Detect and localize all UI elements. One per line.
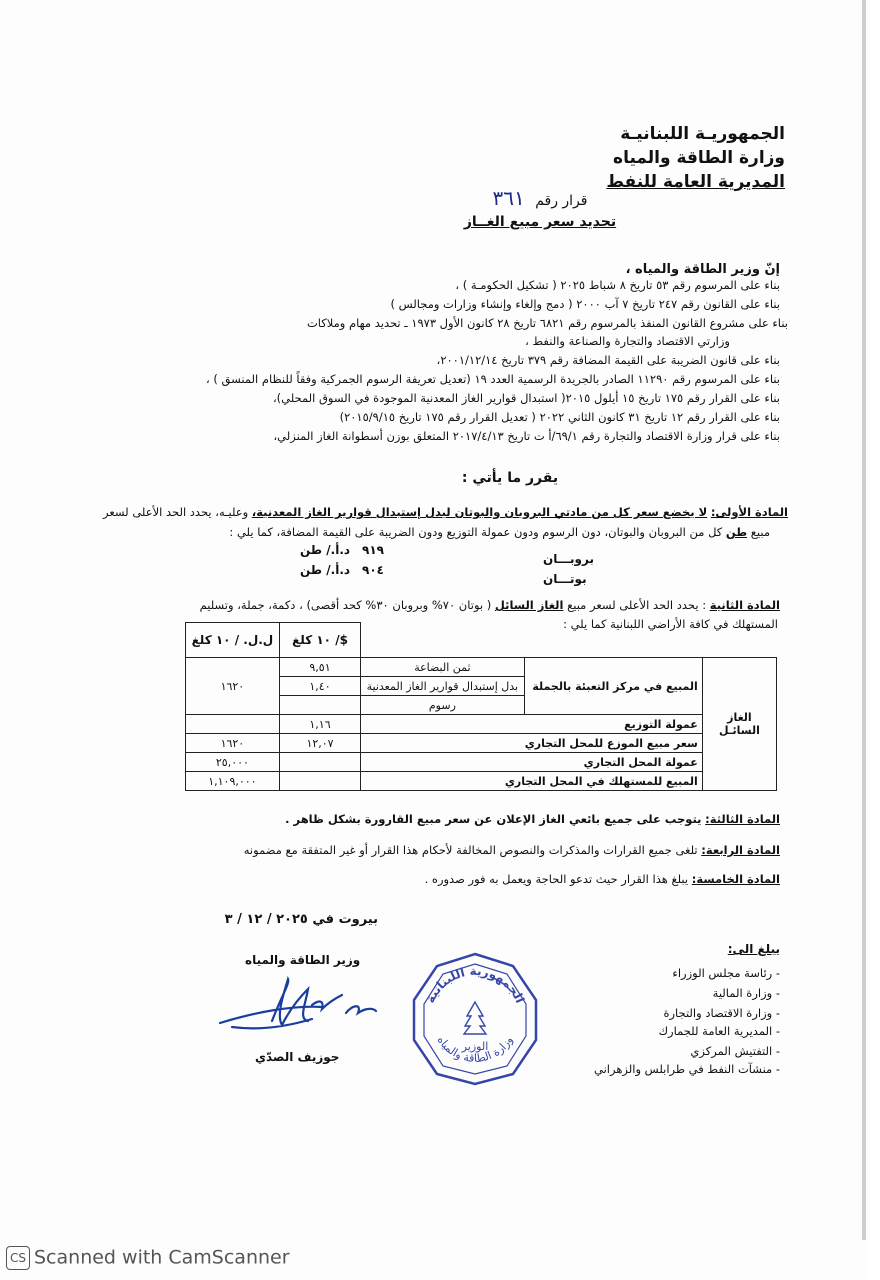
- table-row: [186, 753, 777, 772]
- table-corner: [702, 623, 776, 658]
- group-label: الغاز السائـل: [702, 658, 776, 791]
- article-1-line2: [229, 525, 770, 539]
- table-corner: [361, 623, 524, 658]
- article-2: [200, 598, 780, 612]
- article-4-text: تلغى جميع القرارات والمذكرات والنصوص المخالفة لأحكام هذا القرار أو غير المتفقة مع مضمونه: [243, 843, 698, 857]
- ministry-seal: [408, 950, 542, 1088]
- article-2-text-b: الغاز السائل: [494, 598, 564, 612]
- article-2-line2: المستهلك في كافة الأراضي اللبنانية كما يلي :: [563, 617, 778, 631]
- row-label: بدل إستبدال قوارير الغاز المعدنية: [361, 677, 524, 696]
- article-1-line2-b: طن: [725, 525, 748, 539]
- seal-center-text: الوزير: [461, 1040, 489, 1053]
- article-1-text2: وعليـه، يحدد الحد الأعلى لسعر: [103, 505, 249, 519]
- table-header-lbp: ل.ل. / ١٠ كلغ: [186, 623, 280, 658]
- product-unit: د.أ./ طن: [300, 543, 351, 557]
- seal-top-text: الجمهورية اللبنانية: [422, 963, 528, 1006]
- preamble-item: بناء على قرار وزارة الاقتصاد والتجارة رقم ٦٩/١/أ ت تاريخ ٢٠١٧/٤/١٣ المتعلق بوزن أسطوانة الغاز المنزلي،: [273, 429, 780, 443]
- recipient-item: - رئاسة مجلس الوزراء: [672, 966, 780, 980]
- row-usd: [279, 772, 360, 791]
- article-3-text: يتوجب على جميع بائعي الغاز الإعلان عن سعر مبيع القارورة بشكل ظاهر .: [285, 812, 702, 826]
- recipients-heading-text: يبلغ الى:: [727, 942, 780, 956]
- row-usd: ١٢,٠٧: [279, 734, 360, 753]
- price-table: [185, 622, 777, 791]
- decides-heading: يقرر ما يأتي :: [461, 470, 559, 486]
- article-5-heading: المادة الخامسة:: [691, 872, 780, 886]
- recipient-item: - المديرية العامة للجمارك: [658, 1024, 780, 1038]
- article-2-text-c: ( بوتان ٧٠% وبروبان ٣٠% كحد أقصى) ، دكمة، جملة، وتسليم: [199, 598, 492, 612]
- camscanner-icon: CS: [6, 1246, 30, 1270]
- article-1-line2-c: كل من البروبان والبوتان، دون الرسوم ودون عمولة التوزيع ودون الضريبة على القيمة المضافة، كما يلي :: [229, 525, 723, 539]
- preamble-item: بناء على القرار رقم ١٢ تاريخ ٣١ كانون الثاني ٢٠٢٢ ( تعديل القرار رقم ١٧٥ تاريخ ٢٠١٥/٩/١٥): [339, 410, 780, 424]
- product-name: بوتـــان: [543, 572, 587, 586]
- preamble-item: بناء على قانون الضريبة على القيمة المضافة رقم ٣٧٩ تاريخ ٢٠٠١/١٢/١٤،: [436, 353, 780, 367]
- recipients-heading: [728, 942, 780, 956]
- minister-title: وزير الطاقة والمياه: [245, 953, 361, 967]
- product-value: ٩٠٤: [362, 563, 384, 577]
- article-1: [103, 505, 788, 519]
- table-row: [186, 734, 777, 753]
- row-lbp: [186, 715, 280, 734]
- article-5: [425, 872, 780, 886]
- recipient-item: - وزارة المالية: [712, 986, 780, 1000]
- recipient-item: - منشآت النفط في طرابلس والزهراني: [594, 1062, 780, 1076]
- article-2-text-a: : يحدد الحد الأعلى لسعر مبيع: [567, 598, 707, 612]
- table-row: [186, 715, 777, 734]
- table-row: [186, 658, 777, 677]
- preamble-item: بناء على القرار رقم ١٧٥ تاريخ ١٥ أيلول ٢٠١٥( استبدال قوارير الغاز المعدنية الموجودة في السوق المحلي)،: [272, 391, 780, 405]
- recipient-item: - وزارة الاقتصاد والتجارة: [663, 1006, 780, 1020]
- table-header-usd: $/ ١٠ كلغ: [279, 623, 360, 658]
- row-label: سعر مبيع الموزع للمحل التجاري: [361, 734, 703, 753]
- article-1-line2-a: مبيع: [750, 525, 770, 539]
- preamble-item: بناء على المرسوم رقم ١١٢٩٠ الصادر بالجريدة الرسمية العدد ١٩ (تعديل تعريفة الرسوم الجمركية وفقاً للنظام المنسق ) ،: [206, 372, 780, 386]
- row-usd: [279, 753, 360, 772]
- row-usd: ١,١٦: [279, 715, 360, 734]
- preamble-item: بناء على مشروع القانون المنفذ بالمرسوم رقم ٦٨٢١ تاريخ ٢٨ كانون الأول ١٩٧٣ ـ تحديد مهام وملاكات: [306, 316, 788, 330]
- wholesale-lbp: ١٦٢٠: [186, 658, 280, 715]
- wholesale-label: المبيع في مركز التعبئة بالجملة: [524, 658, 702, 715]
- scanner-watermark: [6, 1246, 290, 1270]
- decision-label: قرار رقم: [535, 193, 588, 209]
- row-label: ثمن البضاعة: [361, 658, 524, 677]
- cedar-icon: [464, 1002, 486, 1034]
- row-lbp: ١٦٢٠: [186, 734, 280, 753]
- row-label: المبيع للمستهلك في المحل التجاري: [361, 772, 703, 791]
- product-unit: د.أ./ طن: [300, 563, 351, 577]
- letterhead-republic: الجمهوريـة اللبنانيـة: [620, 124, 785, 144]
- row-usd: ٩,٥١: [279, 658, 360, 677]
- scanner-watermark-text: Scanned with CamScanner: [34, 1246, 290, 1269]
- article-2-heading: المادة الثانية: [709, 598, 780, 612]
- row-usd: ١,٤٠: [279, 677, 360, 696]
- signing-date: ٢٠٢٥ / ١٢ / ٣: [224, 912, 308, 927]
- article-5-text: يبلغ هذا القرار حيث تدعو الحاجة ويعمل به فور صدوره .: [424, 872, 689, 886]
- product-name: بروبـــان: [543, 552, 594, 566]
- decision-subject: تحديد سعر مبيع الغــاز: [463, 214, 617, 230]
- page-edge-shadow: [862, 0, 866, 1240]
- table-corner: [524, 623, 702, 658]
- table-row: [186, 772, 777, 791]
- signing-city: بيروت في: [312, 912, 378, 927]
- row-lbp: ١,١٠٩,٠٠٠: [186, 772, 280, 791]
- signing-place: [225, 912, 378, 927]
- article-3: [285, 812, 780, 826]
- decision-number: ٣٦١: [492, 186, 525, 210]
- letterhead: [606, 122, 785, 194]
- letterhead-ministry: وزارة الطاقة والمياه: [613, 148, 785, 168]
- preamble-item: بناء على المرسوم رقم ٥٣ تاريخ ٨ شباط ٢٠٢٥ ( تشكيل الحكومـة ) ،: [455, 278, 780, 292]
- minister-name: جوزيف الصدّي: [255, 1050, 340, 1064]
- decision-title: [440, 186, 640, 210]
- article-3-heading: المادة الثالثة:: [705, 812, 780, 826]
- article-1-heading: المادة الأولى:: [710, 505, 788, 519]
- seal-bottom-text: وزارة الطاقة والمياه: [434, 1033, 516, 1065]
- recipient-item: - التفتيش المركزي: [690, 1044, 780, 1058]
- article-4-heading: المادة الرابعة:: [701, 843, 780, 857]
- preamble-item: بناء على القانون رقم ٢٤٧ تاريخ ٧ آب ٢٠٠٠ ( دمج وإلغاء وإنشاء وزارات ومجالس ): [390, 297, 780, 311]
- row-label: عمولة التوزيع: [361, 715, 703, 734]
- article-1-text: لا يخضع سعر كل من مادتي البروبان والبوتان لبدل إستبدال قوارير الغاز المعدنية،: [251, 505, 708, 519]
- letterhead-directorate: المديرية العامة للنفط: [606, 172, 785, 192]
- row-label: عمولة المحل التجاري: [361, 753, 703, 772]
- article-4: [244, 843, 780, 857]
- handwritten-signature: [212, 975, 392, 1045]
- preamble-minister: إنّ وزير الطاقة والمياه ،: [625, 262, 780, 277]
- preamble-item: وزارتي الاقتصاد والتجارة والصناعة والنفط ،: [525, 334, 730, 348]
- product-value: ٩١٩: [362, 543, 384, 557]
- row-label: رسوم: [361, 696, 524, 715]
- row-lbp: ٢٥,٠٠٠: [186, 753, 280, 772]
- row-usd: [279, 696, 360, 715]
